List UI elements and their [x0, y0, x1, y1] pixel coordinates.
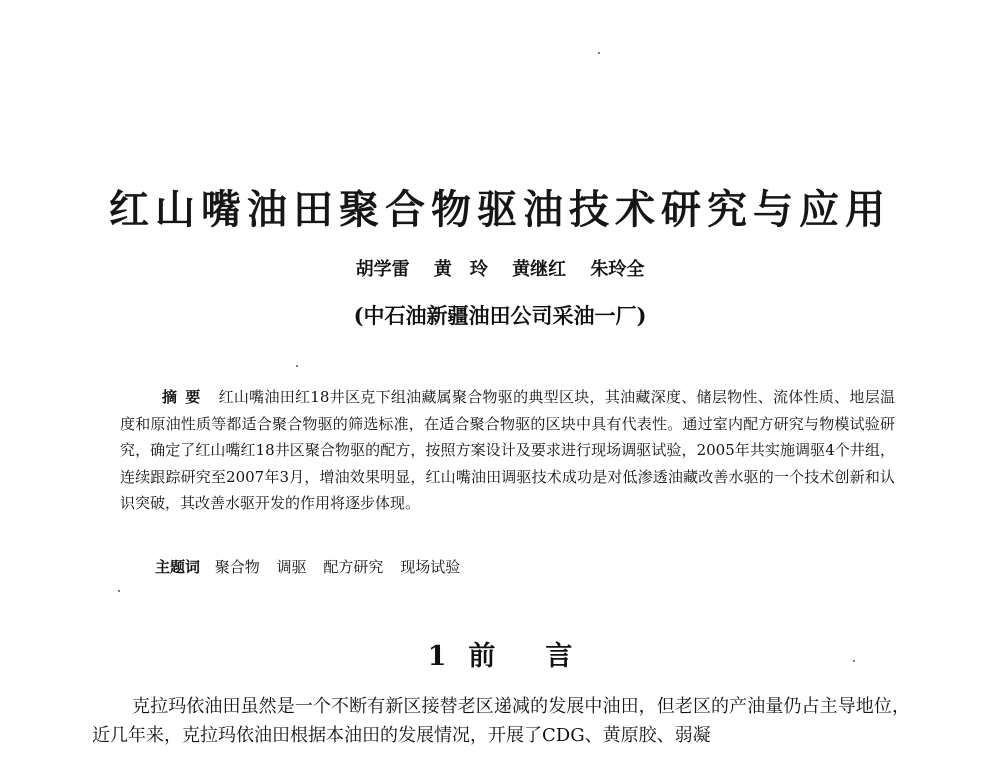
scan-speck [118, 590, 120, 592]
keyword: 配方研究 [323, 558, 384, 576]
paper-title: 红山嘴油田聚合物驱油技术研究与应用 [109, 186, 891, 233]
author-name: 黄 玲 [433, 259, 488, 280]
author-name: 朱玲全 [590, 259, 645, 280]
body-paragraph: 克拉玛依油田虽然是一个不断有新区接替老区递减的发展中油田，但老区的产油量仍占主导地位，近几年来，克拉玛依油田根据本油田的发展情况，开展了CDG、黄原胶、弱凝 [92, 696, 910, 746]
abstract [120, 384, 895, 517]
keyword: 调驱 [276, 558, 307, 576]
keywords-label: 主题词 [155, 558, 201, 576]
keyword: 聚合物 [214, 558, 260, 576]
scan-speck [598, 52, 600, 54]
section-heading [0, 634, 1000, 673]
keywords [155, 556, 855, 577]
author-list [0, 255, 1000, 281]
scan-speck [853, 660, 855, 662]
section-number: 1 [427, 641, 447, 672]
abstract-text: 红山嘴油田红18井区克下组油藏属聚合物驱的典型区块，其油藏深度、储层物性、流体性质、地层温度和原油性质等都适合聚合物驱的筛选标准，在适合聚合物驱的区块中具有代表性。通过室内配方研究与物模试验研究，确定了红山嘴红18井区聚合物驱的配方，按照方案设计及要求进行现场调驱试验，2005年共实施调驱4个井组，连续跟踪研究至2007年3月，增油效果明显，红山嘴油田调驱技术成功是对低渗透油藏改善水驱的一个技术创新和认识突破，其改善水驱开发的作用将逐步体现。 [120, 388, 895, 512]
abstract-label: 摘要 [162, 388, 209, 406]
section-title-part: 言 [545, 641, 573, 672]
affiliation: (中石油新疆油田公司采油一厂) [353, 303, 647, 328]
author-name: 胡学雷 [355, 259, 410, 280]
scan-speck [296, 365, 298, 367]
keyword: 现场试验 [400, 558, 461, 576]
section-title-part: 前 [468, 641, 496, 672]
author-name: 黄继红 [512, 259, 567, 280]
